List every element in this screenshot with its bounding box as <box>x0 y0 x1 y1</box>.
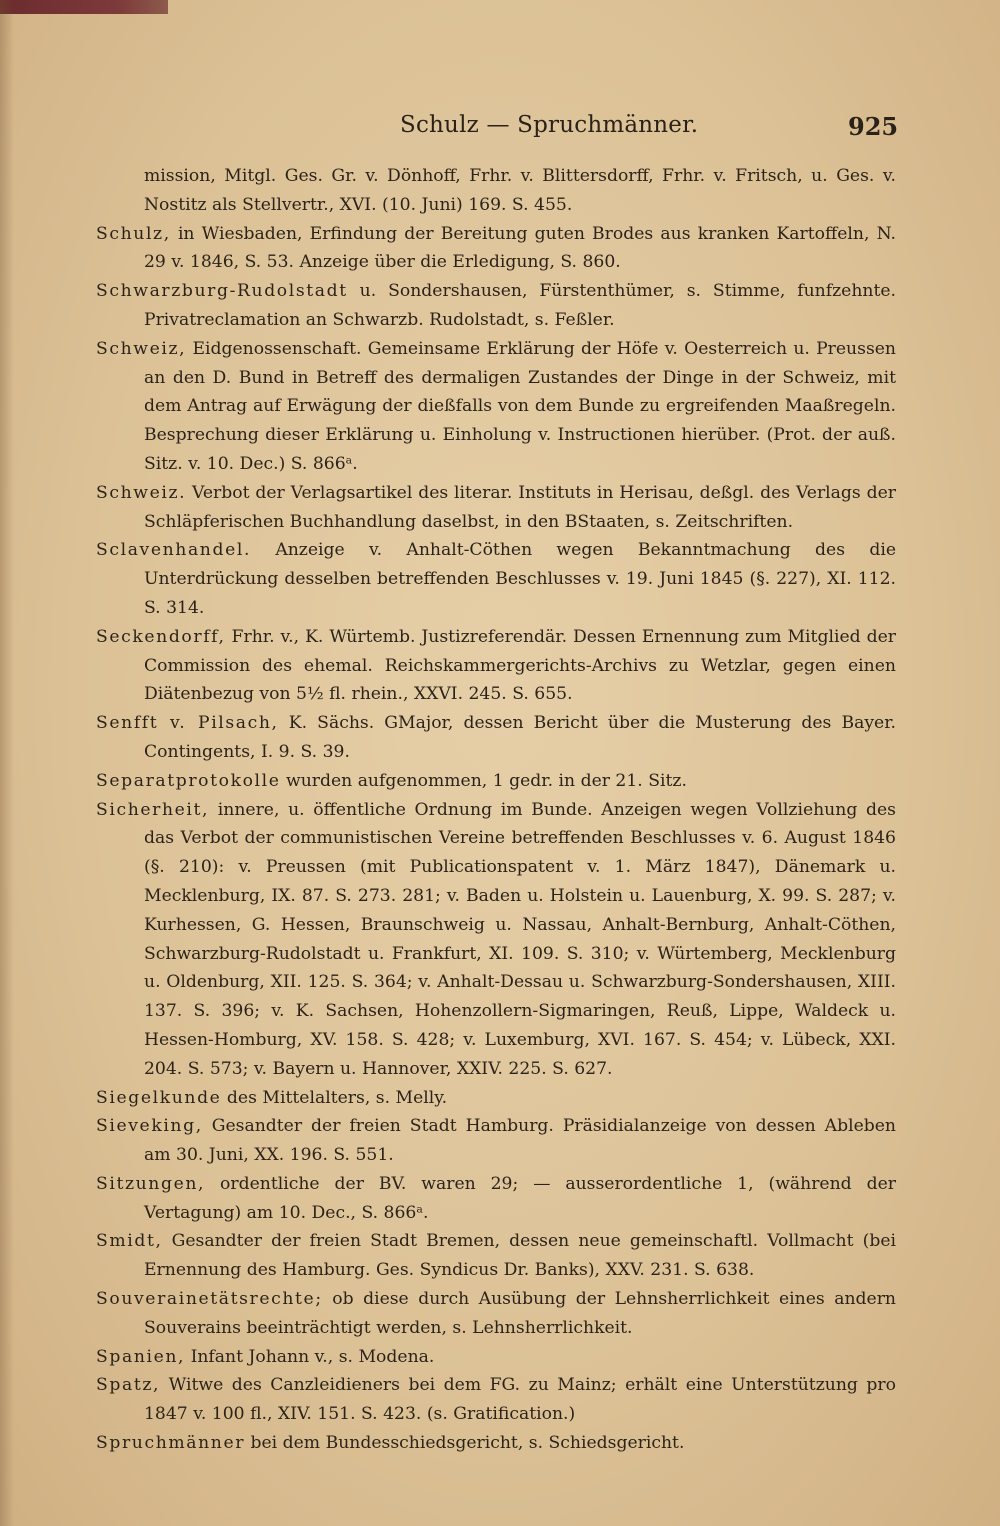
index-entry <box>96 479 896 537</box>
entry-text: mission, Mitgl. Ges. Gr. v. Dönhoff, Frhr. v. Blittersdorff, Frhr. v. Fritsch, u. Ges. v. Nostitz als Stellvertr., XVI. (10. Juni) 169. S. 455. <box>144 166 896 215</box>
index-entry <box>96 277 896 335</box>
entry-keyword: Senfft v. Pilsach, <box>96 713 279 734</box>
entry-keyword: Separatprotokolle <box>96 770 281 791</box>
index-entry <box>96 796 896 1084</box>
entry-text: Frhr. v., K. Würtemb. Justizreferendär. Dessen Ernennung zum Mitglied der Commission des ehemal. Reichskammergerichts-Archivs zu Wetzlar, gegen einen Diätenbezug von 5½ fl. rhein., XXVI. 245. S. 655. <box>144 626 896 705</box>
index-entry <box>96 1084 896 1113</box>
index-entry <box>96 1429 896 1458</box>
index-entry <box>96 162 896 220</box>
entry-text: des Mittelalters, s. Melly. <box>226 1087 448 1108</box>
running-head: Schulz — Spruchmänner. <box>400 112 699 138</box>
entry-keyword: Sicherheit, <box>96 799 210 820</box>
entry-keyword: Spatz, <box>96 1375 161 1396</box>
index-entries <box>96 162 896 1458</box>
index-entry <box>96 1170 896 1228</box>
index-entry <box>96 1285 896 1343</box>
entry-text: innere, u. öffentliche Ordnung im Bunde. Anzeigen wegen Vollziehung des das Verbot der communistischen Vereine betreffenden Beschlusses v. 6. August 1846 (§. 210): v. Preussen (mit Publicationspatent v. 1. März 1847), Dänemark u. Mecklenburg, IX. 87. S. 273. 281; v. Baden u. Holstein u. Lauenburg, X. 99. S. 287; v. Kurhessen, G. Hessen, Braunschweig u. Nassau, Anhalt-Bernburg, Anhalt-Cöthen, Schwarzburg-Rudolstadt u. Frankfurt, XI. 109. S. 310; v. Würtemberg, Mecklenburg u. Oldenburg, XII. 125. S. 364; v. Anhalt-Dessau u. Schwarzburg-Sondershausen, XIII. 137. S. 396; v. K. Sachsen, Hohenzollern-Sigmaringen, Reuß, Lippe, Waldeck u. Hessen-Homburg, XV. 158. S. 428; v. Luxemburg, XVI. 167. S. 454; v. Lübeck, XXI. 204. S. 573; v. Bayern u. Hannover, XXIV. 225. S. 627. <box>144 799 896 1079</box>
index-entry <box>96 335 896 479</box>
entry-text: Gesandter der freien Stadt Hamburg. Präsidialanzeige von dessen Ableben am 30. Juni, XX. 196. S. 551. <box>144 1116 896 1166</box>
index-entry <box>96 623 896 709</box>
entry-text: in Wiesbaden, Erfindung der Bereitung guten Brodes aus kranken Kartoffeln, N. 29 v. 1846, S. 53. Anzeige über die Erledigung, S. 860. <box>144 223 896 273</box>
entry-keyword: Souverainetätsrechte; <box>96 1289 323 1310</box>
entry-keyword: Schwarzburg-Rudolstadt <box>96 281 348 302</box>
entry-keyword: Schweiz, <box>96 338 187 359</box>
entry-keyword: Smidt, <box>96 1231 163 1252</box>
entry-keyword: Spanien, <box>96 1346 186 1367</box>
entry-text: bei dem Bundesschiedsgericht, s. Schiedsgericht. <box>250 1433 685 1454</box>
entry-keyword: Sieveking, <box>96 1116 203 1137</box>
entry-text: Gesandter der freien Stadt Bremen, dessen neue gemeinschaftl. Vollmacht (bei Ernennung des Hamburg. Ges. Syndicus Dr. Banks), XXV. 231. S. 638. <box>144 1231 896 1281</box>
entry-text: ob diese durch Ausübung der Lehnsherrlichkeit eines andern Souverains beeinträchtigt werden, s. Lehnsherrlichkeit. <box>144 1289 896 1338</box>
entry-text: Infant Johann v., s. Modena. <box>190 1346 435 1367</box>
entry-keyword: Schulz, <box>96 223 171 244</box>
index-entry <box>96 220 896 278</box>
entry-keyword: Siegelkunde <box>96 1087 222 1108</box>
entry-keyword: Schweiz. <box>96 482 187 503</box>
entry-keyword: Seckendorff, <box>96 626 226 647</box>
entry-text: wurden aufgenommen, 1 gedr. in der 21. Sitz. <box>285 770 687 791</box>
index-entry <box>96 1112 896 1170</box>
entry-text: Eidgenossenschaft. Gemeinsame Erklärung der Höfe v. Oesterreich u. Preussen an den D. Bund in Betreff des dermaligen Zustandes der Dinge in der Schweiz, mit dem Antrag auf Erwägung der dießfalls von dem Bunde zu ergreifenden Maaßregeln. Besprechung dieser Erklärung u. Einholung v. Instructionen hierüber. (Prot. der auß. Sitz. v. 10. Dec.) S. 866ᵃ. <box>144 338 897 474</box>
page-shadow <box>0 0 14 1526</box>
entry-keyword: Sitzungen, <box>96 1173 206 1194</box>
page-header <box>0 112 1000 148</box>
entry-text: K. Sächs. GMajor, dessen Bericht über die Musterung des Bayer. Contingents, I. 9. S. 39. <box>144 713 896 762</box>
index-entry <box>96 709 896 767</box>
entry-keyword: Spruchmänner <box>96 1433 246 1454</box>
entry-text: Anzeige v. Anhalt-Cöthen wegen Bekanntmachung des die Unterdrückung desselben betreffenden Beschlusses v. 19. Juni 1845 (§. 227), XI. 112. S. 314. <box>144 540 896 618</box>
index-entry <box>96 1371 896 1429</box>
entry-text: Witwe des Canzleidieners bei dem FG. zu Mainz; erhält eine Unterstützung pro 1847 v. 100 fl., XIV. 151. S. 423. (s. Gratification.) <box>144 1375 896 1425</box>
entry-keyword: Sclavenhandel. <box>96 540 252 561</box>
entry-text: u. Sondershausen, Fürstenthümer, s. Stimme, funfzehnte. Privatreclamation an Schwarzb. Rudolstadt, s. Feßler. <box>144 281 897 330</box>
entry-text: ordentliche der BV. waren 29; — ausserordentliche 1, (während der Vertagung) am 10. Dec., S. 866ᵃ. <box>144 1173 896 1223</box>
index-entry <box>96 1227 896 1285</box>
index-entry <box>96 1343 896 1372</box>
index-entry <box>96 767 896 796</box>
binding-edge <box>0 0 168 14</box>
entry-text: Verbot der Verlagsartikel des literar. Instituts in Herisau, deßgl. des Verlags der Schläpferischen Buchhandlung daselbst, in den BStaaten, s. Zeitschriften. <box>144 482 896 532</box>
page-number: 925 <box>848 112 899 141</box>
index-entry <box>96 536 896 622</box>
